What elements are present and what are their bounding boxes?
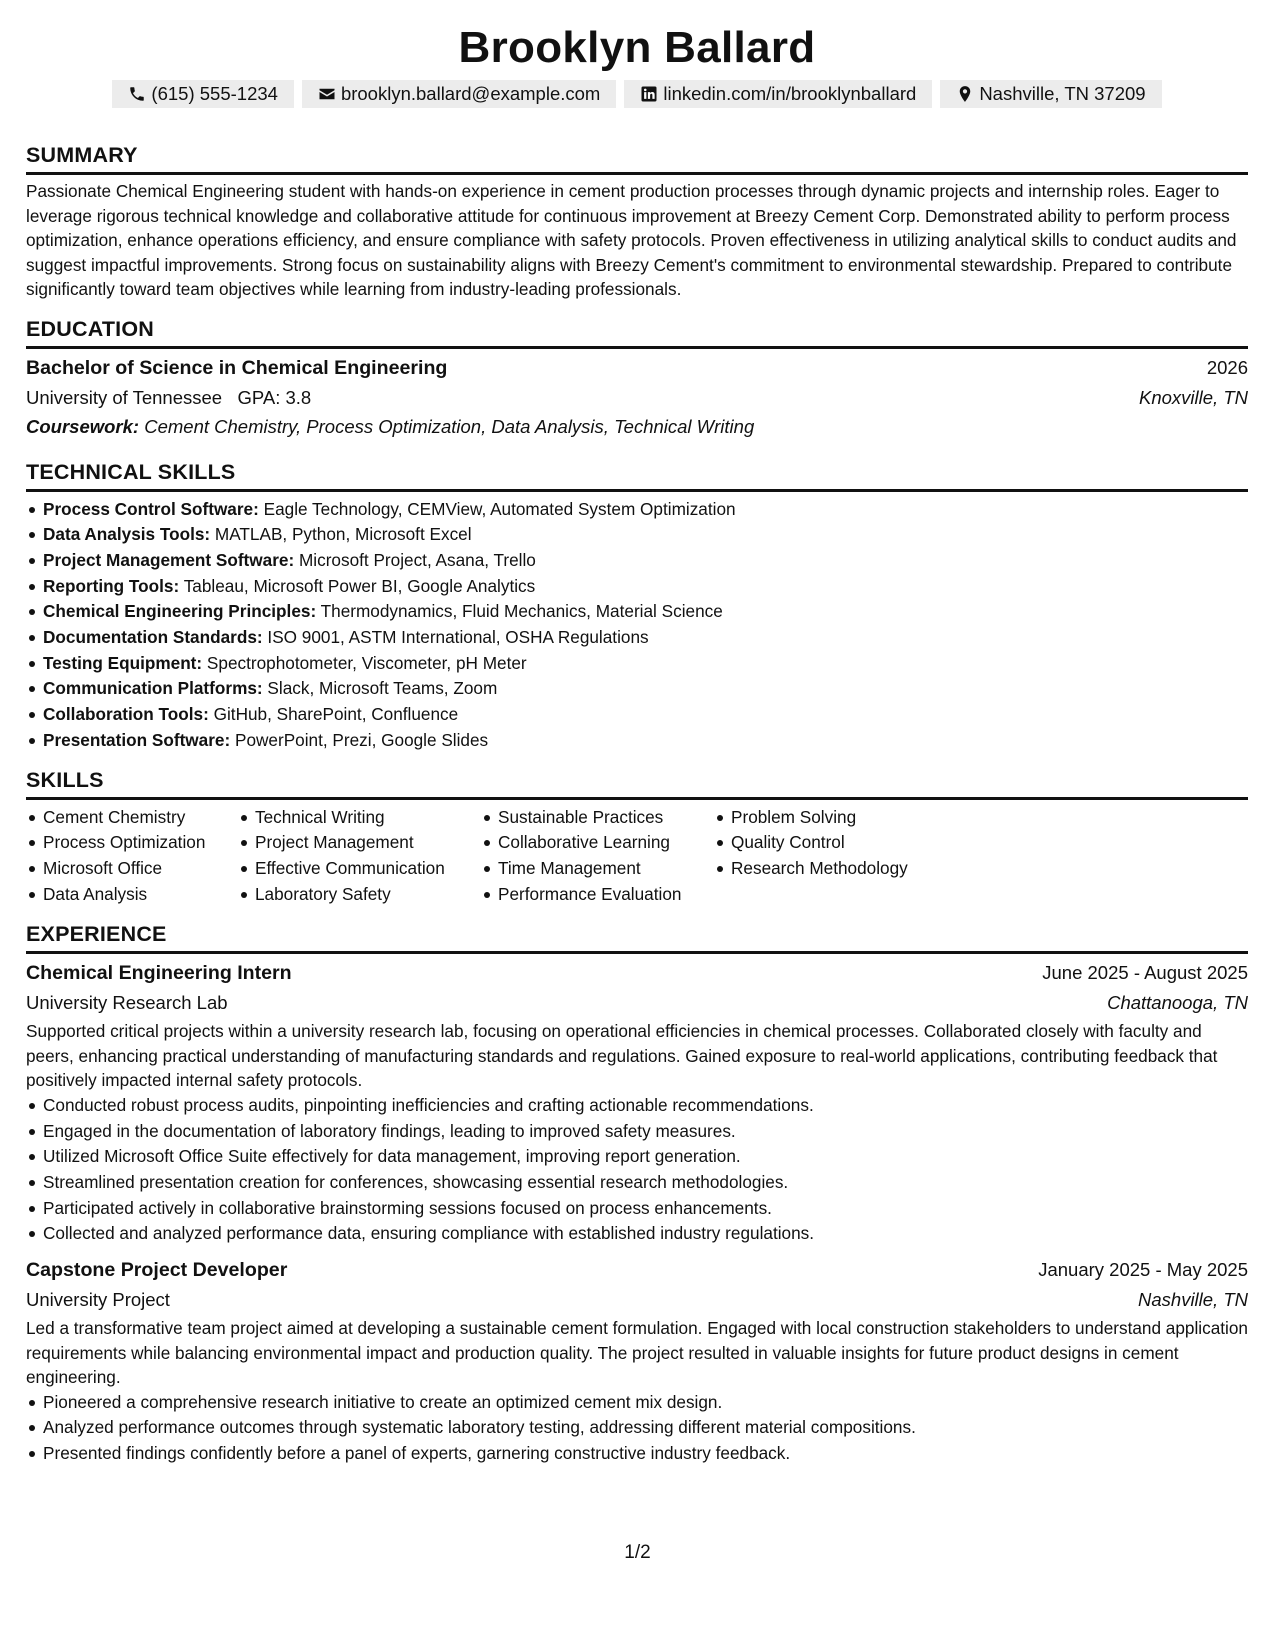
- skills-grid: [26, 805, 1248, 908]
- job-bullet: Pioneered a comprehensive research initiative to create an optimized cement mix design.: [26, 1390, 1248, 1416]
- technical-skills-list: [26, 497, 1248, 754]
- technical-skills-heading: TECHNICAL SKILLS: [26, 459, 1248, 492]
- technical-skill-item: [26, 574, 1248, 600]
- technical-skill-label: Testing Equipment:: [43, 652, 203, 673]
- skills-column: [238, 805, 481, 908]
- job-bullets: [26, 1093, 1248, 1247]
- technical-skill-label: Collaboration Tools:: [43, 704, 209, 725]
- skills-section: [26, 767, 1248, 908]
- job-location: Chattanooga, TN: [1107, 992, 1248, 1014]
- technical-skill-value: MATLAB, Python, Microsoft Excel: [214, 524, 472, 545]
- technical-skill-value: Slack, Microsoft Teams, Zoom: [267, 678, 498, 699]
- phone-text: (615) 555-1234: [151, 83, 278, 104]
- technical-skill-value: GitHub, SharePoint, Confluence: [213, 704, 459, 725]
- technical-skill-value: Thermodynamics, Fluid Mechanics, Material Science: [320, 601, 723, 622]
- summary-text: Passionate Chemical Engineering student with hands-on experience in cement production processes through dynamic projects and internship roles. Eager to leverage rigorous technical knowledge and collaborative attitude for continuous improvement at Breezy Cement Corp. Demonstrated ability to perform process optimization, enhance operations efficiency, and ensure compliance with safety protocols. Proven effectiveness in utilizing analytical skills to conduct audits and suggest impactful improvements. Strong focus on sustainability aligns with Breezy Cement's commitment to environmental stewardship. Prepared to contribute significantly toward team objectives while learning from industry-leading professionals.: [26, 181, 1237, 299]
- phone-icon: [128, 85, 146, 103]
- job-bullet: Analyzed performance outcomes through systematic laboratory testing, addressing different material compositions.: [26, 1415, 1248, 1441]
- skills-heading: SKILLS: [26, 767, 1248, 800]
- email-text: brooklyn.ballard@example.com: [340, 83, 601, 104]
- job-title: Chemical Engineering Intern: [26, 962, 292, 985]
- technical-skill-label: Communication Platforms:: [43, 678, 263, 699]
- experience-entry: [26, 1255, 1248, 1467]
- job-bullet: Streamlined presentation creation for conferences, showcasing essential research methodologies.: [26, 1170, 1248, 1196]
- technical-skill-value: Eagle Technology, CEMView, Automated System Optimization: [263, 498, 736, 519]
- job-org-row: [26, 988, 1248, 1017]
- job-organization: University Research Lab: [26, 992, 228, 1014]
- contact-location: [940, 80, 1161, 108]
- skill-item: Performance Evaluation: [481, 882, 714, 908]
- technical-skill-item: [26, 702, 1248, 728]
- job-dates: June 2025 - August 2025: [1042, 962, 1248, 984]
- graduation-year: 2026: [1206, 356, 1248, 378]
- job-bullet: Presented findings confidently before a panel of experts, garnering constructive industry feedback.: [26, 1441, 1248, 1467]
- job-dates: January 2025 - May 2025: [1038, 1259, 1248, 1281]
- skill-item: Collaborative Learning: [481, 830, 714, 856]
- skills-column: [481, 805, 714, 908]
- experience-section: [26, 921, 1248, 1466]
- technical-skill-label: Presentation Software:: [43, 729, 231, 750]
- gpa: GPA: 3.8: [237, 386, 312, 408]
- skill-item: Research Methodology: [714, 856, 964, 882]
- skill-item: Technical Writing: [238, 805, 481, 831]
- technical-skill-value: ISO 9001, ASTM International, OSHA Regulations: [267, 627, 649, 648]
- coursework-label: Coursework:: [26, 415, 140, 437]
- technical-skill-label: Process Control Software:: [43, 498, 259, 519]
- technical-skill-value: PowerPoint, Prezi, Google Slides: [234, 729, 489, 750]
- skill-item: Quality Control: [714, 830, 964, 856]
- education-heading: EDUCATION: [26, 316, 1248, 349]
- job-bullet: Collected and analyzed performance data, ensuring compliance with established industry regulations.: [26, 1221, 1248, 1247]
- technical-skill-label: Data Analysis Tools:: [43, 524, 211, 545]
- location-text: Nashville, TN 37209: [979, 83, 1146, 104]
- school-line: [26, 383, 311, 412]
- page-number: 1/2: [624, 1542, 651, 1563]
- technical-skill-label: Documentation Standards:: [43, 627, 263, 648]
- contact-email[interactable]: [302, 80, 616, 108]
- envelope-icon: [318, 85, 336, 103]
- skill-item: Sustainable Practices: [481, 805, 714, 831]
- education-school-row: [26, 383, 1248, 412]
- job-description: Led a transformative team project aimed at developing a sustainable cement formulation. Engaged with local construction stakeholders to understand application requirements while balancing environmental impact and production quality. The project resulted in valuable insights for future product designs in cement engineering.: [26, 1318, 1248, 1388]
- job-bullet: Engaged in the documentation of laboratory findings, leading to improved safety measures.: [26, 1119, 1248, 1145]
- technical-skill-label: Project Management Software:: [43, 549, 295, 570]
- coursework-list: Cement Chemistry, Process Optimization, Data Analysis, Technical Writing: [144, 415, 755, 437]
- job-bullet: Participated actively in collaborative brainstorming sessions focused on process enhancements.: [26, 1196, 1248, 1222]
- skills-column: [26, 805, 238, 908]
- job-bullet: Conducted robust process audits, pinpointing inefficiencies and crafting actionable recommendations.: [26, 1093, 1248, 1119]
- job-title-row: [26, 958, 1248, 988]
- technical-skill-item: [26, 728, 1248, 754]
- skill-item: Cement Chemistry: [26, 805, 238, 831]
- job-title: Capstone Project Developer: [26, 1259, 288, 1282]
- technical-skill-item: [26, 599, 1248, 625]
- candidate-name: Brooklyn Ballard: [458, 23, 816, 72]
- summary-section: [26, 142, 1248, 302]
- technical-skill-item: [26, 625, 1248, 651]
- technical-skill-item: [26, 676, 1248, 702]
- technical-skill-value: Tableau, Microsoft Power BI, Google Analytics: [183, 575, 536, 596]
- experience-heading: EXPERIENCE: [26, 921, 1248, 954]
- technical-skill-label: Chemical Engineering Principles:: [43, 601, 317, 622]
- resume-content: [26, 0, 1248, 1467]
- job-org-row: [26, 1285, 1248, 1314]
- technical-skill-label: Reporting Tools:: [43, 575, 180, 596]
- linkedin-text: linkedin.com/in/brooklynballard: [663, 83, 917, 104]
- job-location: Nashville, TN: [1138, 1289, 1248, 1311]
- technical-skill-item: [26, 651, 1248, 677]
- technical-skill-item: [26, 522, 1248, 548]
- technical-skill-value: Microsoft Project, Asana, Trello: [298, 549, 536, 570]
- education-degree-row: [26, 353, 1248, 383]
- technical-skills-section: [26, 459, 1248, 754]
- education-section: [26, 316, 1248, 441]
- skill-item: Project Management: [238, 830, 481, 856]
- contact-row: [26, 80, 1248, 108]
- job-bullet: Utilized Microsoft Office Suite effectively for data management, improving report generation.: [26, 1144, 1248, 1170]
- skill-item: Time Management: [481, 856, 714, 882]
- job-title-row: [26, 1255, 1248, 1285]
- school-location: Knoxville, TN: [1139, 386, 1248, 408]
- technical-skill-item: [26, 548, 1248, 574]
- job-bullets: [26, 1390, 1248, 1467]
- technical-skill-item: [26, 497, 1248, 523]
- technical-skill-value: Spectrophotometer, Viscometer, pH Meter: [206, 652, 527, 673]
- experience-entry: [26, 958, 1248, 1247]
- skill-item: Laboratory Safety: [238, 882, 481, 908]
- skills-column: [714, 805, 964, 908]
- contact-linkedin[interactable]: [624, 80, 932, 108]
- skill-item: Problem Solving: [714, 805, 964, 831]
- summary-heading: SUMMARY: [26, 142, 1248, 175]
- linkedin-icon: [640, 85, 658, 103]
- skill-item: Data Analysis: [26, 882, 238, 908]
- skill-item: Process Optimization: [26, 830, 238, 856]
- school-name: University of Tennessee: [26, 386, 223, 408]
- degree-title: Bachelor of Science in Chemical Engineering: [26, 356, 448, 379]
- coursework-line: [26, 412, 1248, 441]
- skill-item: Microsoft Office: [26, 856, 238, 882]
- job-organization: University Project: [26, 1289, 170, 1311]
- skill-item: Effective Communication: [238, 856, 481, 882]
- job-description: Supported critical projects within a university research lab, focusing on operational efficiencies in chemical processes. Collaborated closely with faculty and peers, enhancing practical understanding of manufacturing standards and regulations. Gained exposure to real-world applications, contributing feedback that positively impacted internal safety protocols.: [26, 1021, 1218, 1091]
- contact-phone: [112, 80, 294, 108]
- map-pin-icon: [956, 85, 974, 103]
